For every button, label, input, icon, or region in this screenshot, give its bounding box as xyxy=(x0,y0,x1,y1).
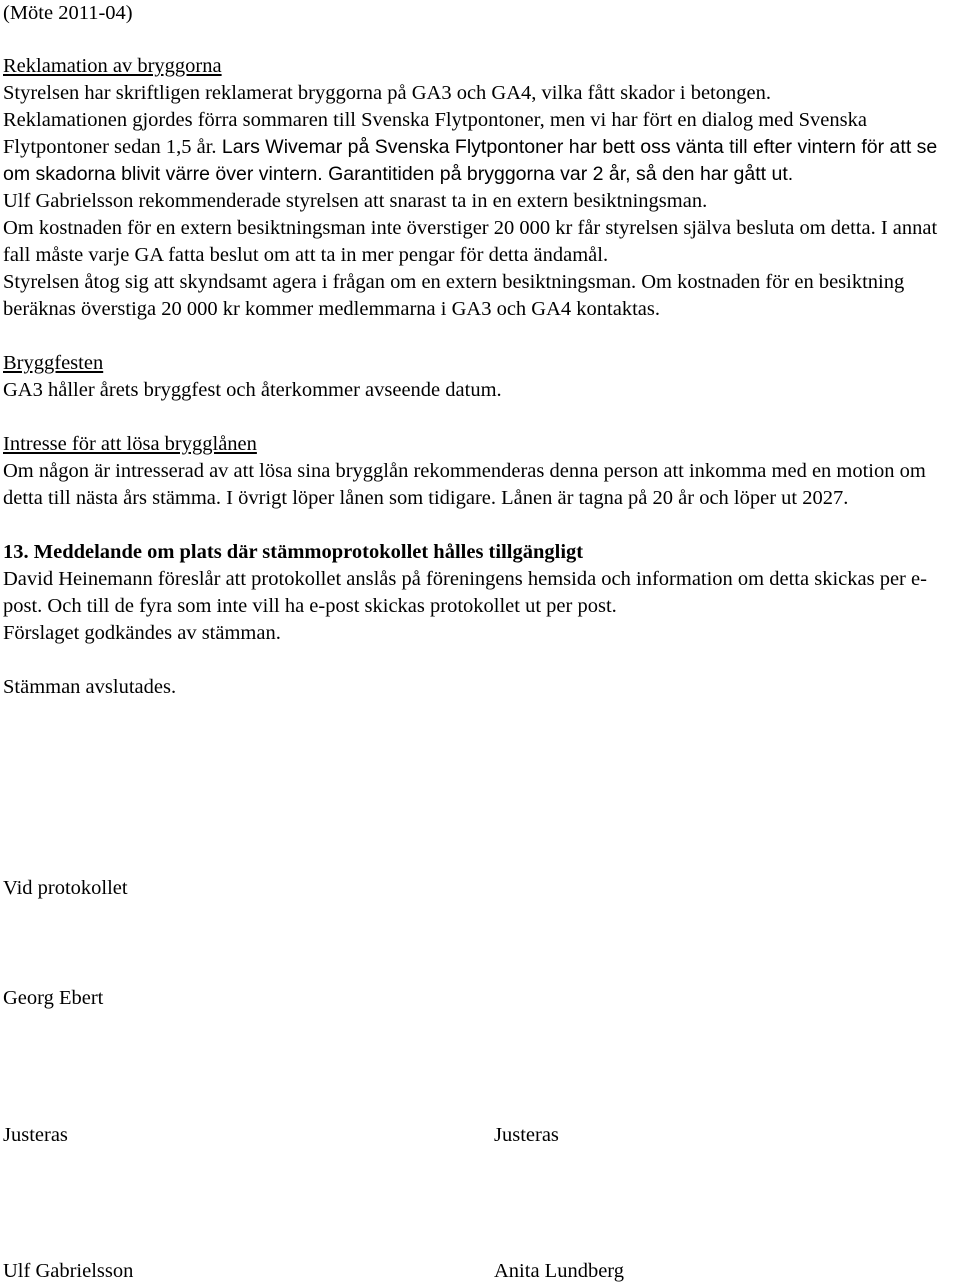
closing-statement xyxy=(3,674,953,701)
vid-protokollet-label: Vid protokollet xyxy=(3,877,128,899)
section-item-13 xyxy=(3,539,953,647)
section-title-bryggfesten: Bryggfesten xyxy=(3,352,104,374)
paragraph: Styrelsen åtog sig att skyndsamt agera i frågan om en extern besiktningsman. Om kostnaden för en besiktning beräknas överstiga 20 000 kr kommer medlemmarna i GA3 och GA4 kontaktas. xyxy=(3,271,905,320)
signer-right-name: Anita Lundberg xyxy=(494,1260,624,1282)
signature-names-row xyxy=(3,1258,953,1288)
signature-secretary xyxy=(3,985,953,1012)
justeras-left-label: Justeras xyxy=(3,1124,68,1146)
signature-vid-protokollet xyxy=(3,875,953,902)
paragraph: Styrelsen har skriftligen reklamerat bryggorna på GA3 och GA4, vilka fått skador i betongen. xyxy=(3,82,771,104)
paragraph-part-serif: Reklamationen gjordes förra sommaren till Svenska Flytpontoner, men vi har fört en dialog med Svenska Flytpontoner sedan 1,5 år. xyxy=(3,109,867,158)
signer-left-name: Ulf Gabrielsson xyxy=(3,1260,134,1282)
section-reklamation xyxy=(3,53,953,323)
section-title-reklamation: Reklamation av bryggorna xyxy=(3,55,222,77)
secretary-name: Georg Ebert xyxy=(3,987,104,1009)
paragraph: Ulf Gabrielsson rekommenderade styrelsen att snarast ta in en extern besiktningsman. xyxy=(3,190,708,212)
paragraph-mixed xyxy=(3,107,953,188)
paragraph: Om kostnaden för en extern besiktningsman inte överstiger 20 000 kr får styrelsen själva besluta om detta. I annat fall måste varje GA fatta beslut om att ta in mer pengar för detta ändamål. xyxy=(3,217,938,266)
section-bryggfesten xyxy=(3,350,953,404)
paragraph-part-sans: Lars Wivemar på Svenska Flytpontoner har bett oss vänta till efter vintern för att se om skadorna blivit värre över vintern. Garantitiden på bryggorna var 2 år, så den har gått ut. xyxy=(3,136,938,185)
signature-justeras-row xyxy=(3,1122,953,1152)
document-body xyxy=(3,0,953,701)
paragraph: GA3 håller årets bryggfest och återkommer avseende datum. xyxy=(3,379,502,401)
justeras-right-label: Justeras xyxy=(494,1124,559,1146)
closing-text: Stämman avslutades. xyxy=(3,676,177,698)
meeting-header xyxy=(3,0,953,27)
paragraph: Om någon är intresserad av att lösa sina brygglån rekommenderas denna person att inkomma med en motion om detta till nästa års stämma. I övrigt löper lånen som tidigare. Lånen är tagna på 20 år och löper ut 2027. xyxy=(3,460,926,509)
paragraph: David Heinemann föreslår att protokollet anslås på föreningens hemsida och information om detta skickas per e-post. Och till de fyra som inte vill ha e-post skickas protokollet ut per post. xyxy=(3,568,927,617)
section-title-item-13: 13. Meddelande om plats där stämmoprotokollet hålles tillgängligt xyxy=(3,541,584,563)
section-title-brygglan: Intresse för att lösa brygglånen xyxy=(3,433,257,455)
paragraph: Förslaget godkändes av stämman. xyxy=(3,622,281,644)
meeting-label: (Möte 2011-04) xyxy=(3,2,133,24)
section-brygglan xyxy=(3,431,953,512)
